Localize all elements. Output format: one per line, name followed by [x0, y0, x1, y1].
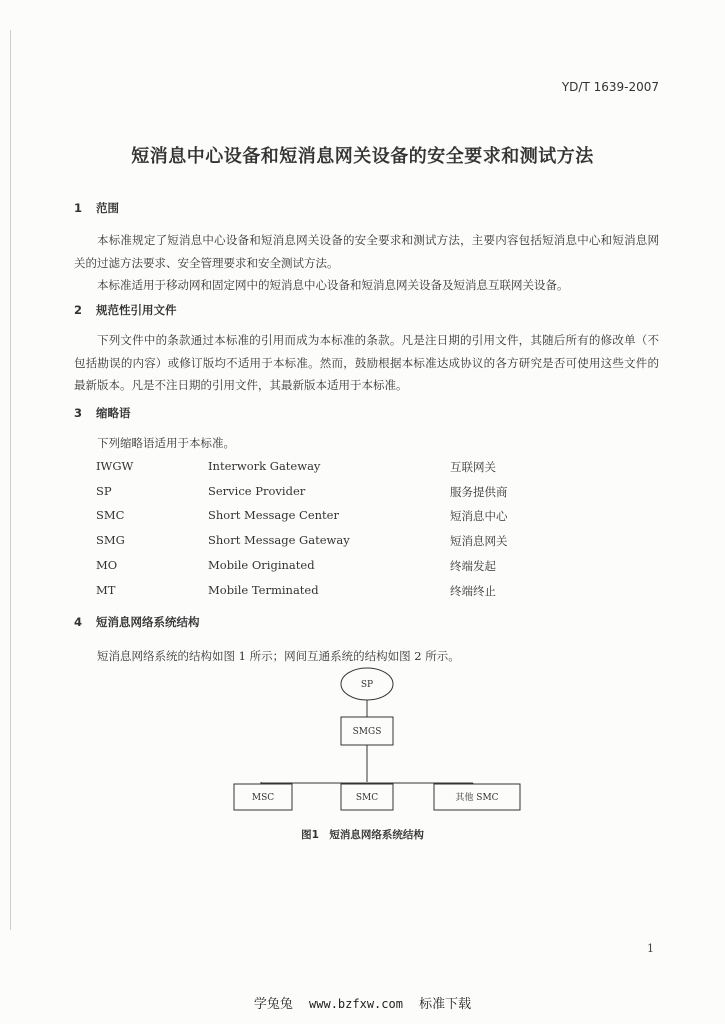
abbreviation-row	[0, 558, 725, 578]
footer-watermark	[0, 993, 725, 1012]
section-2-number: 2	[74, 303, 83, 317]
section-4-title: 短消息网络系统结构	[96, 615, 200, 629]
abbreviation-chinese: 终端发起	[450, 559, 496, 573]
section-3-number: 3	[74, 406, 83, 420]
section-1-heading	[74, 200, 119, 216]
document-title: 短消息中心设备和短消息网关设备的安全要求和测试方法	[131, 146, 594, 167]
section-2-heading	[74, 302, 177, 318]
sp-node-label: SP	[360, 680, 374, 690]
section-3-body	[74, 432, 659, 455]
abbreviation-term: SMC	[96, 508, 125, 522]
abbreviation-term: MO	[96, 558, 118, 572]
abbreviation-row	[0, 484, 725, 504]
abbreviation-english: Service Provider	[208, 484, 306, 498]
abbreviation-row	[0, 508, 725, 528]
smgs-node-label: SMGS	[352, 727, 382, 737]
section-4-heading	[74, 614, 200, 630]
section-2-title: 规范性引用文件	[96, 303, 177, 317]
network-structure-diagram	[0, 660, 725, 820]
abbreviation-term: MT	[96, 583, 116, 597]
section-2-body	[74, 329, 659, 397]
abbreviation-english: Mobile Terminated	[208, 583, 319, 597]
abbreviation-chinese: 服务提供商	[450, 485, 508, 499]
section-4-paragraph-1: 短消息网络系统的结构如图 1 所示；网间互通系统的结构如图 2 所示。	[97, 649, 460, 663]
section-2-paragraph-1: 下列文件中的条款通过本标准的引用而成为本标准的条款。凡是注日期的引用文件，其随后所有的修改单（不包括勘误的内容）或修订版均不适用于本标准。然而，鼓励根据本标准达成协议的各方研究是否可使用这些文件的最新版本。凡是不注日期的引用文件，其最新版本适用于本标准。	[74, 333, 659, 392]
figure-1-caption: 图1 短消息网络系统结构	[301, 829, 424, 841]
section-3-heading	[74, 405, 131, 421]
abbreviation-chinese: 互联网关	[450, 460, 496, 474]
section-1-paragraph-2: 本标准适用于移动网和固定网中的短消息中心设备和短消息网关设备及短消息互联网关设备。	[97, 278, 569, 292]
smc-node-label: SMC	[355, 793, 379, 803]
msc-node-label: MSC	[251, 793, 275, 803]
footer-site-name: 学兔兔	[253, 997, 293, 1012]
footer-tagline: 标准下载	[419, 997, 472, 1012]
section-1-title: 范围	[96, 201, 119, 215]
standard-number: YD/T 1639-2007	[561, 80, 659, 94]
other-smc-node-label: 其他 SMC	[455, 793, 499, 803]
abbreviation-english: Short Message Gateway	[208, 533, 350, 547]
page-number: 1	[647, 942, 654, 955]
abbreviation-term: SP	[96, 484, 112, 498]
section-1-number: 1	[74, 201, 83, 215]
abbreviation-chinese: 终端终止	[450, 584, 496, 598]
section-1-body	[74, 229, 659, 297]
abbreviation-english: Interwork Gateway	[208, 459, 321, 473]
section-3-title: 缩略语	[96, 406, 131, 420]
section-3-paragraph-1: 下列缩略语适用于本标准。	[97, 436, 235, 450]
abbreviation-term: SMG	[96, 533, 125, 547]
section-4-number: 4	[74, 615, 83, 629]
abbreviation-english: Mobile Originated	[208, 558, 315, 572]
abbreviation-row	[0, 583, 725, 603]
section-1-paragraph-1: 本标准规定了短消息中心设备和短消息网关设备的安全要求和测试方法，主要内容包括短消息中心和短消息网关的过滤方法要求、安全管理要求和安全测试方法。	[74, 233, 659, 270]
abbreviation-term: IWGW	[96, 459, 134, 473]
abbreviation-chinese: 短消息中心	[450, 509, 508, 523]
abbreviation-row	[0, 533, 725, 553]
abbreviation-row	[0, 459, 725, 479]
footer-url[interactable]: www.bzfxw.com	[309, 997, 403, 1011]
abbreviation-chinese: 短消息网关	[450, 534, 508, 548]
abbreviation-english: Short Message Center	[208, 508, 339, 522]
